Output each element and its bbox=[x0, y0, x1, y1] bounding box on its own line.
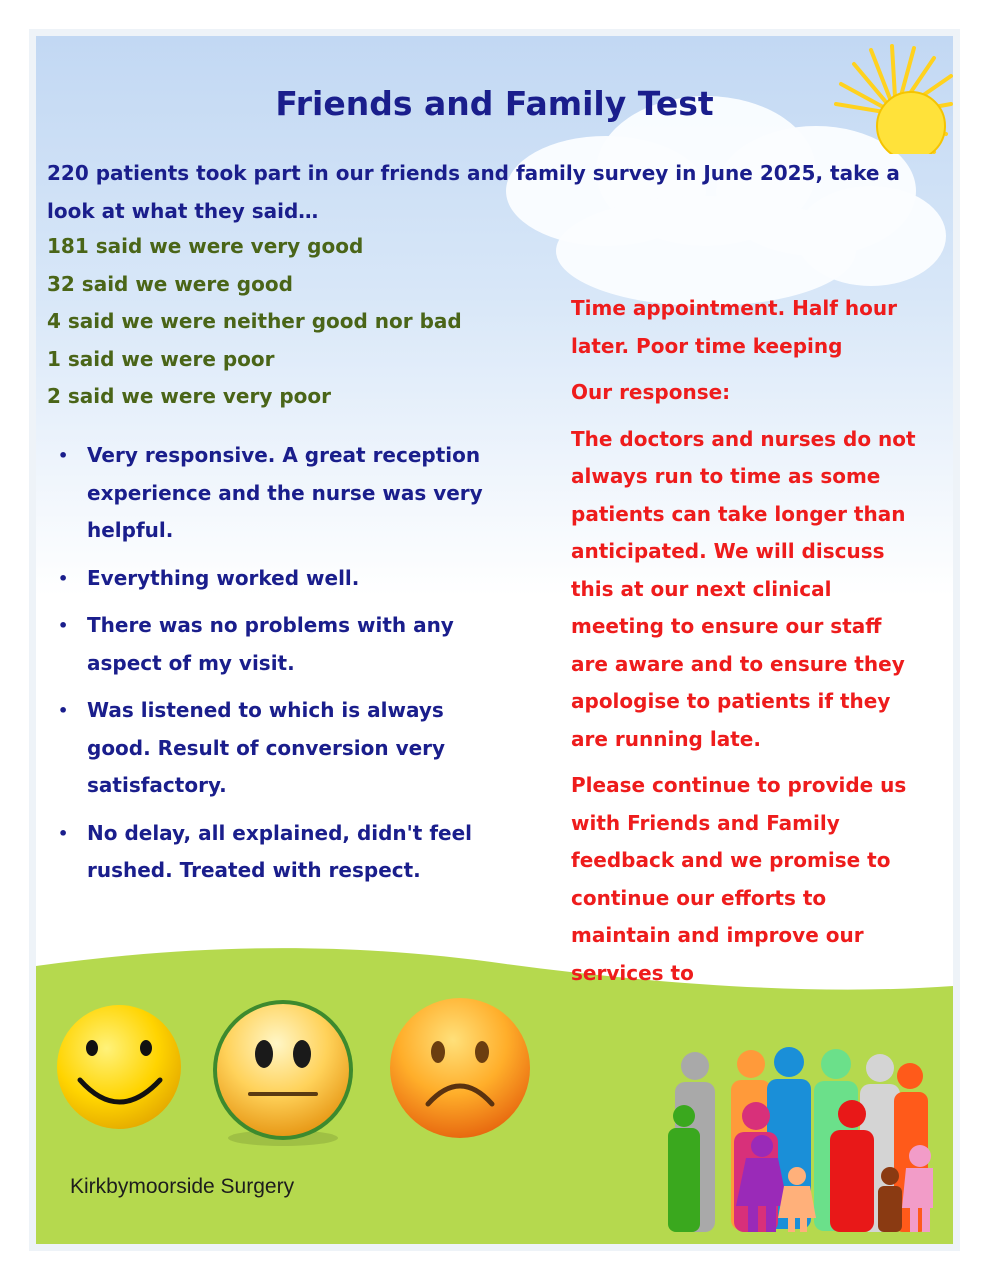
comment-item bbox=[58, 607, 498, 682]
comment-text: Very responsive. A great reception experience and the nurse was very helpful. bbox=[87, 443, 483, 542]
result-item: 181 said we were very good bbox=[47, 234, 364, 258]
comment-text: No delay, all explained, didn't feel rushed. Treated with respect. bbox=[87, 820, 472, 882]
sad-face-icon bbox=[388, 996, 533, 1141]
closing-text: Please continue to provide us with Friends and Family feedback and we promise to continue our efforts to maintain and improve our services to bbox=[571, 773, 907, 985]
bullet-icon: • bbox=[58, 446, 69, 465]
comment-item bbox=[58, 437, 498, 550]
result-item: 1 said we were poor bbox=[47, 346, 275, 371]
result-item: 2 said we were very poor bbox=[47, 384, 331, 408]
practice-name: Kirkbymoorside Surgery bbox=[70, 1175, 295, 1198]
comment-text: Was listened to which is always good. Result of conversion very satisfactory. bbox=[87, 698, 446, 797]
feedback-response bbox=[571, 290, 921, 1001]
happy-face-icon bbox=[54, 1002, 184, 1132]
page-title: Friends and Family Test bbox=[275, 84, 714, 123]
comment-text: There was no problems with any aspect of my visit. bbox=[87, 613, 454, 675]
complaint-text: Time appointment. Half hour later. Poor time keeping bbox=[571, 296, 897, 358]
comment-item bbox=[58, 692, 498, 805]
bullet-icon: • bbox=[58, 616, 69, 635]
result-item: 32 said we were good bbox=[47, 271, 293, 296]
comments-list bbox=[58, 437, 498, 900]
comment-item bbox=[58, 815, 498, 890]
comment-text: Everything worked well. bbox=[87, 565, 360, 590]
comment-item bbox=[58, 560, 498, 598]
result-item: 4 said we were neither good nor bad bbox=[47, 309, 462, 333]
neutral-face-icon bbox=[208, 998, 358, 1148]
family-group-icon bbox=[648, 1046, 933, 1232]
bullet-icon: • bbox=[58, 701, 69, 720]
survey-intro: 220 patients took part in our friends and family survey in June 2025, take a look at what they said… bbox=[47, 161, 900, 223]
bullet-icon: • bbox=[58, 568, 69, 588]
poster bbox=[36, 36, 953, 1244]
response-label: Our response: bbox=[571, 380, 731, 404]
bullet-icon: • bbox=[58, 823, 69, 843]
results-list bbox=[47, 228, 462, 416]
response-text: The doctors and nurses do not always run to time as some patients can take longer than anticipated. We will discuss this at our next clinical meeting to ensure our staff are aware and to ensure they apologise to patients if they are running late. bbox=[571, 426, 916, 751]
